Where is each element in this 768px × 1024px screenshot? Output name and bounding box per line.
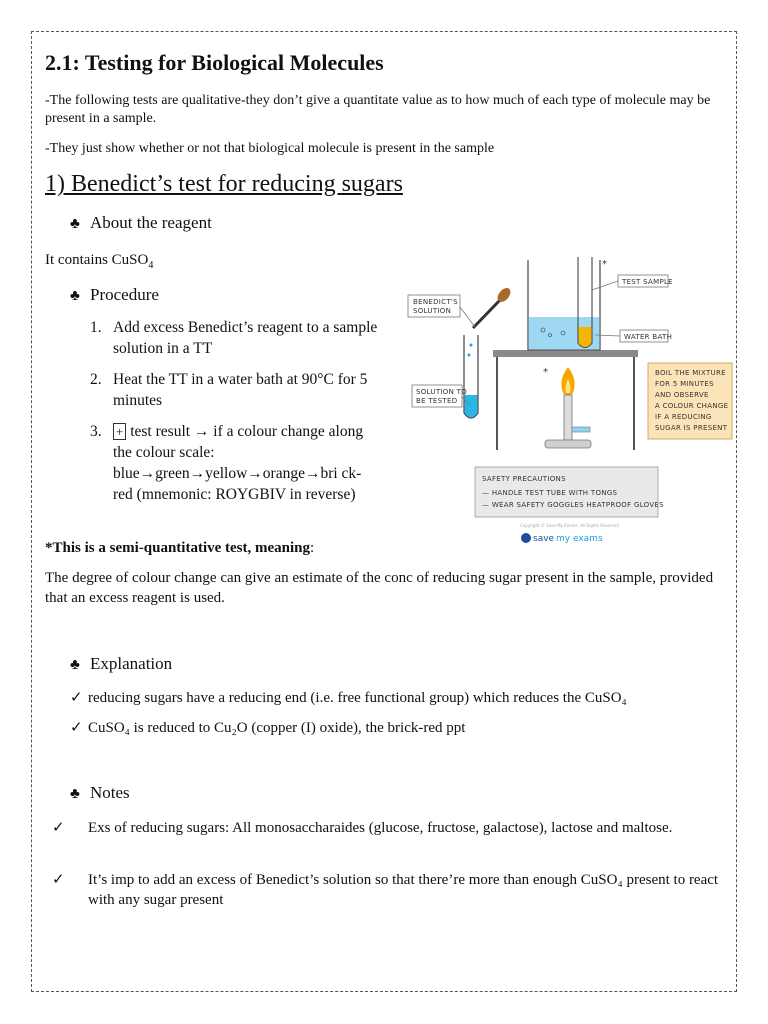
notes-item bbox=[52, 818, 725, 838]
step-text: Add excess Benedict’s reagent to a sample solution in a TT bbox=[113, 319, 378, 357]
svg-text:AND OBSERVE: AND OBSERVE bbox=[655, 391, 709, 399]
check-icon: ✓ bbox=[52, 820, 65, 836]
check-icon: ✓ bbox=[70, 720, 83, 736]
club-bullet-icon: ♣ bbox=[70, 786, 80, 802]
svg-text:my exams: my exams bbox=[556, 534, 603, 544]
step-number: 1. bbox=[90, 319, 102, 336]
explanation-text: CuSO₄ is reduced to Cu₂O (copper (I) oxide), the brick-red ppt bbox=[88, 720, 466, 736]
club-bullet-icon: ♣ bbox=[70, 288, 80, 304]
explanation-item bbox=[70, 718, 735, 738]
svg-text:IF A REDUCING: IF A REDUCING bbox=[655, 413, 712, 421]
svg-text:SOLUTION: SOLUTION bbox=[413, 307, 452, 315]
about-reagent-label: About the reagent bbox=[90, 213, 212, 232]
procedure-label: Procedure bbox=[90, 285, 159, 304]
explanation-item bbox=[70, 688, 735, 708]
svg-text:FOR 5 MINUTES: FOR 5 MINUTES bbox=[655, 380, 714, 388]
test-sample-label bbox=[592, 275, 673, 290]
svg-text:*: * bbox=[543, 367, 548, 378]
bunsen-burner-icon bbox=[543, 367, 591, 448]
svg-text:BOIL THE MIXTURE: BOIL THE MIXTURE bbox=[655, 369, 726, 377]
notes-item bbox=[52, 870, 730, 910]
procedure-step-2 bbox=[90, 369, 381, 411]
positive-symbol: + bbox=[113, 423, 126, 440]
svg-text:SAFETY PRECAUTIONS: SAFETY PRECAUTIONS bbox=[482, 475, 566, 483]
svg-text:SOLUTION TO: SOLUTION TO bbox=[416, 388, 468, 396]
procedure-step-1 bbox=[90, 317, 381, 359]
benedicts-solution-label bbox=[408, 295, 475, 327]
svg-text:WATER BATH: WATER BATH bbox=[624, 333, 673, 341]
notes-text: It’s imp to add an excess of Benedict’s solution so that there’re more than enough CuSO₄ present to react with any sugar present bbox=[88, 872, 719, 908]
svg-text:— WEAR SAFETY GOGGLES HEATP: — WEAR SAFETY GOGGLES HEATPROOF GLOVES bbox=[482, 501, 664, 509]
svg-text:save: save bbox=[533, 534, 555, 544]
club-bullet-icon: ♣ bbox=[70, 216, 80, 232]
reagent-subscript: 4 bbox=[148, 260, 154, 271]
benedicts-test-diagram bbox=[400, 255, 745, 555]
svg-text:TEST SAMPLE: TEST SAMPLE bbox=[622, 278, 673, 286]
step-text: Heat the TT in a water bath at 90°C for 5 minutes bbox=[113, 371, 368, 409]
svg-text:A COLOUR CHANGE: A COLOUR CHANGE bbox=[655, 402, 729, 410]
notes-label: Notes bbox=[90, 783, 130, 802]
procedure-heading bbox=[70, 285, 159, 305]
page-title: 2.1: Testing for Biological Molecules bbox=[45, 50, 384, 75]
svg-text:SUGAR IS PRESENT: SUGAR IS PRESENT bbox=[655, 424, 728, 432]
semi-quant-note bbox=[45, 538, 314, 558]
semi-quant-colon: : bbox=[310, 540, 315, 556]
semi-quant-text: The degree of colour change can give an estimate of the conc of reducing sugar present in the sample, provided that an excess reagent is used. bbox=[45, 570, 714, 606]
about-reagent-heading bbox=[70, 213, 212, 233]
dropper-icon bbox=[468, 286, 513, 357]
copyright-text: Copyright © Save My Exams. All Rights Reserved bbox=[520, 523, 619, 528]
test-tube-left-icon bbox=[464, 335, 478, 418]
reagent-text: It contains CuSO bbox=[45, 252, 149, 268]
water-bath-label bbox=[595, 330, 672, 342]
check-icon: ✓ bbox=[52, 872, 65, 888]
solution-tested-label bbox=[412, 385, 470, 407]
explanation-heading bbox=[70, 654, 172, 674]
club-bullet-icon: ♣ bbox=[70, 657, 80, 673]
boil-note bbox=[648, 363, 732, 439]
step-number: 2. bbox=[90, 371, 102, 388]
notes-text: Exs of reducing sugars: All monosaccharaides (glucose, fructose, galactose), lactose and maltose. bbox=[88, 820, 673, 836]
safety-precautions-box bbox=[475, 467, 664, 517]
section-heading-benedicts: 1) Benedict’s test for reducing sugars bbox=[45, 171, 403, 197]
save-my-exams-logo bbox=[521, 533, 603, 544]
svg-text:BE TESTED: BE TESTED bbox=[416, 397, 458, 405]
test-tube-sample-icon bbox=[578, 257, 607, 348]
reagent-contents bbox=[45, 250, 153, 276]
svg-text:*: * bbox=[602, 259, 607, 270]
check-icon: ✓ bbox=[70, 690, 83, 706]
svg-text:BENEDICT'S: BENEDICT'S bbox=[413, 298, 458, 306]
intro-line-1: -The following tests are qualitative-they don’t give a quantitate value as to how much of each type of molecule may be present in a sample. bbox=[45, 93, 711, 126]
semi-quant-bold: *This is a semi-quantitative test, meaning bbox=[45, 540, 311, 556]
svg-text:— HANDLE TEST TUBE WITH TO: — HANDLE TEST TUBE WITH TONGS bbox=[482, 489, 618, 497]
procedure-step-3 bbox=[90, 421, 368, 505]
explanation-label: Explanation bbox=[90, 654, 173, 673]
explanation-text: reducing sugars have a reducing end (i.e. free functional group) which reduces the CuSO₄ bbox=[88, 690, 627, 706]
step-text: test result → if a colour change along the colour scale: blue→green→yellow→orange→bri ck-red (mnemonic: ROYGBIV in reverse) bbox=[113, 423, 364, 503]
step-number: 3. bbox=[90, 423, 102, 440]
notes-heading bbox=[70, 783, 130, 803]
intro-line-2: -They just show whether or not that biological molecule is present in the sample bbox=[45, 141, 495, 156]
